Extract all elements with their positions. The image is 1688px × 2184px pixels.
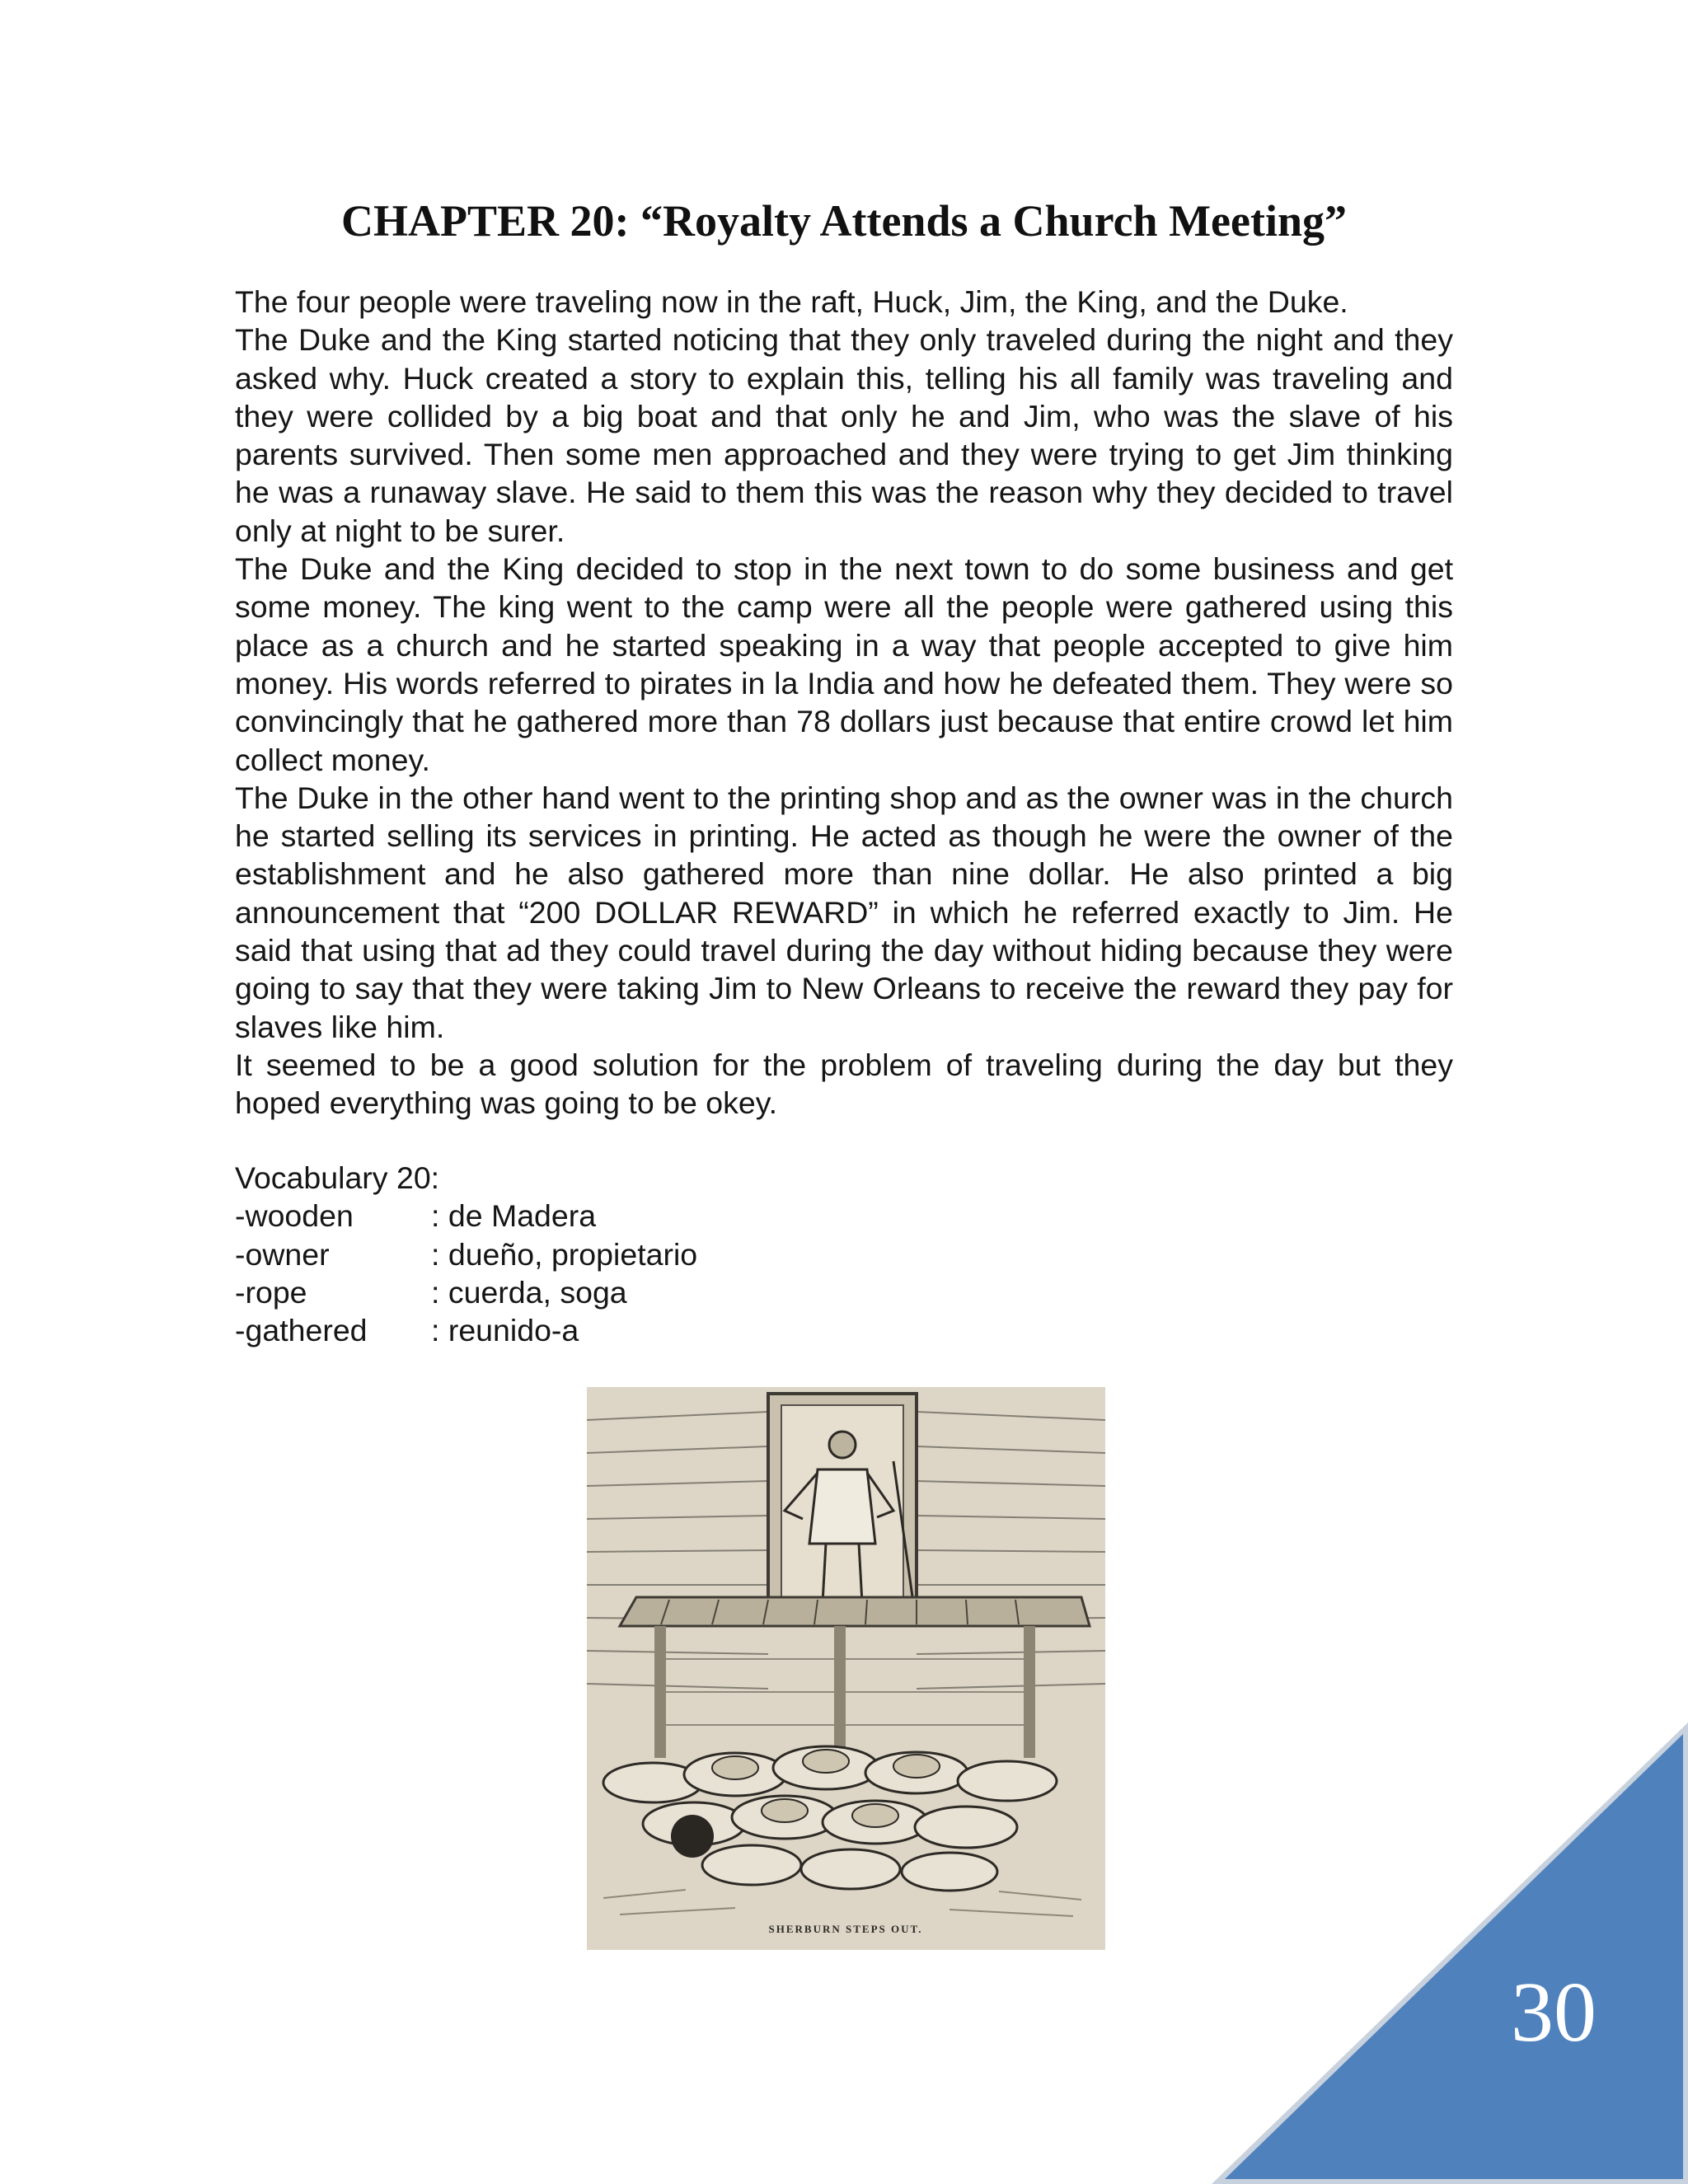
illustration-drawing <box>587 1387 1105 1950</box>
paragraph: It seemed to be a good solution for the problem of traveling during the day but they hoped everything was going to be okey. <box>235 1047 1453 1121</box>
vocabulary-entry <box>235 1197 1059 1235</box>
vocabulary-definition: : dueño, propietario <box>431 1236 698 1272</box>
vocabulary-definition: : de Madera <box>431 1198 597 1234</box>
paragraph: The Duke in the other hand went to the printing shop and as the owner was in the church he started selling its services in printing. He acted as though he were the owner of the establishment and he also gathered more than nine dollar. He also printed a big announcement that “200 DOLLAR REWARD” in which he referred exactly to Jim. He said that using that ad they could travel during the day without hiding because they were going to say that they were taking Jim to New Orleans to receive the reward they pay for slaves like him. <box>235 780 1453 1044</box>
paragraph: The four people were traveling now in the raft, Huck, Jim, the King, and the Duke. <box>235 284 1348 319</box>
vocabulary-term: -wooden <box>235 1198 354 1234</box>
vocabulary-definition: : reunido-a <box>431 1313 579 1348</box>
paragraph: The Duke and the King decided to stop in the next town to do some business and get some money. The king went to the camp were all the people were gathered using this place as a church and he started speaking in a way that people accepted to give him money. His words referred to pirates in la India and how he defeated them. They were so convincingly that he gathered more than 78 dollars just because that entire crowd let him collect money. <box>235 551 1453 777</box>
vocabulary-term: -rope <box>235 1274 307 1310</box>
vocabulary-section <box>235 1159 1059 1349</box>
paragraph: The Duke and the King started noticing that they only traveled during the night and they asked why. Huck created a story to explain this, telling his all family was traveling and they were collided by a big boat and that only he and Jim, who was the slave of his parents survived. Then some men approached and they were trying to get Jim thinking he was a runaway slave. He said to them this was the reason why they decided to travel only at night to be surer. <box>235 322 1453 548</box>
page-corner-triangle <box>1212 1722 1688 2184</box>
illustration-caption: SHERBURN STEPS OUT. <box>768 1923 923 1935</box>
vocabulary-definition: : cuerda, soga <box>431 1274 627 1310</box>
vocabulary-entry <box>235 1235 1059 1273</box>
chapter-title: CHAPTER 20: “Royalty Attends a Church Meeting” <box>341 196 1347 246</box>
chapter-body <box>235 283 1453 1122</box>
vocabulary-entry <box>235 1273 1059 1311</box>
vocabulary-term: -owner <box>235 1236 330 1272</box>
page-number: 30 <box>1511 1965 1597 2060</box>
sherburn-illustration <box>587 1387 1105 1950</box>
vocabulary-heading: Vocabulary 20: <box>235 1160 440 1195</box>
vocabulary-term: -gathered <box>235 1313 368 1348</box>
vocabulary-entry <box>235 1311 1059 1349</box>
